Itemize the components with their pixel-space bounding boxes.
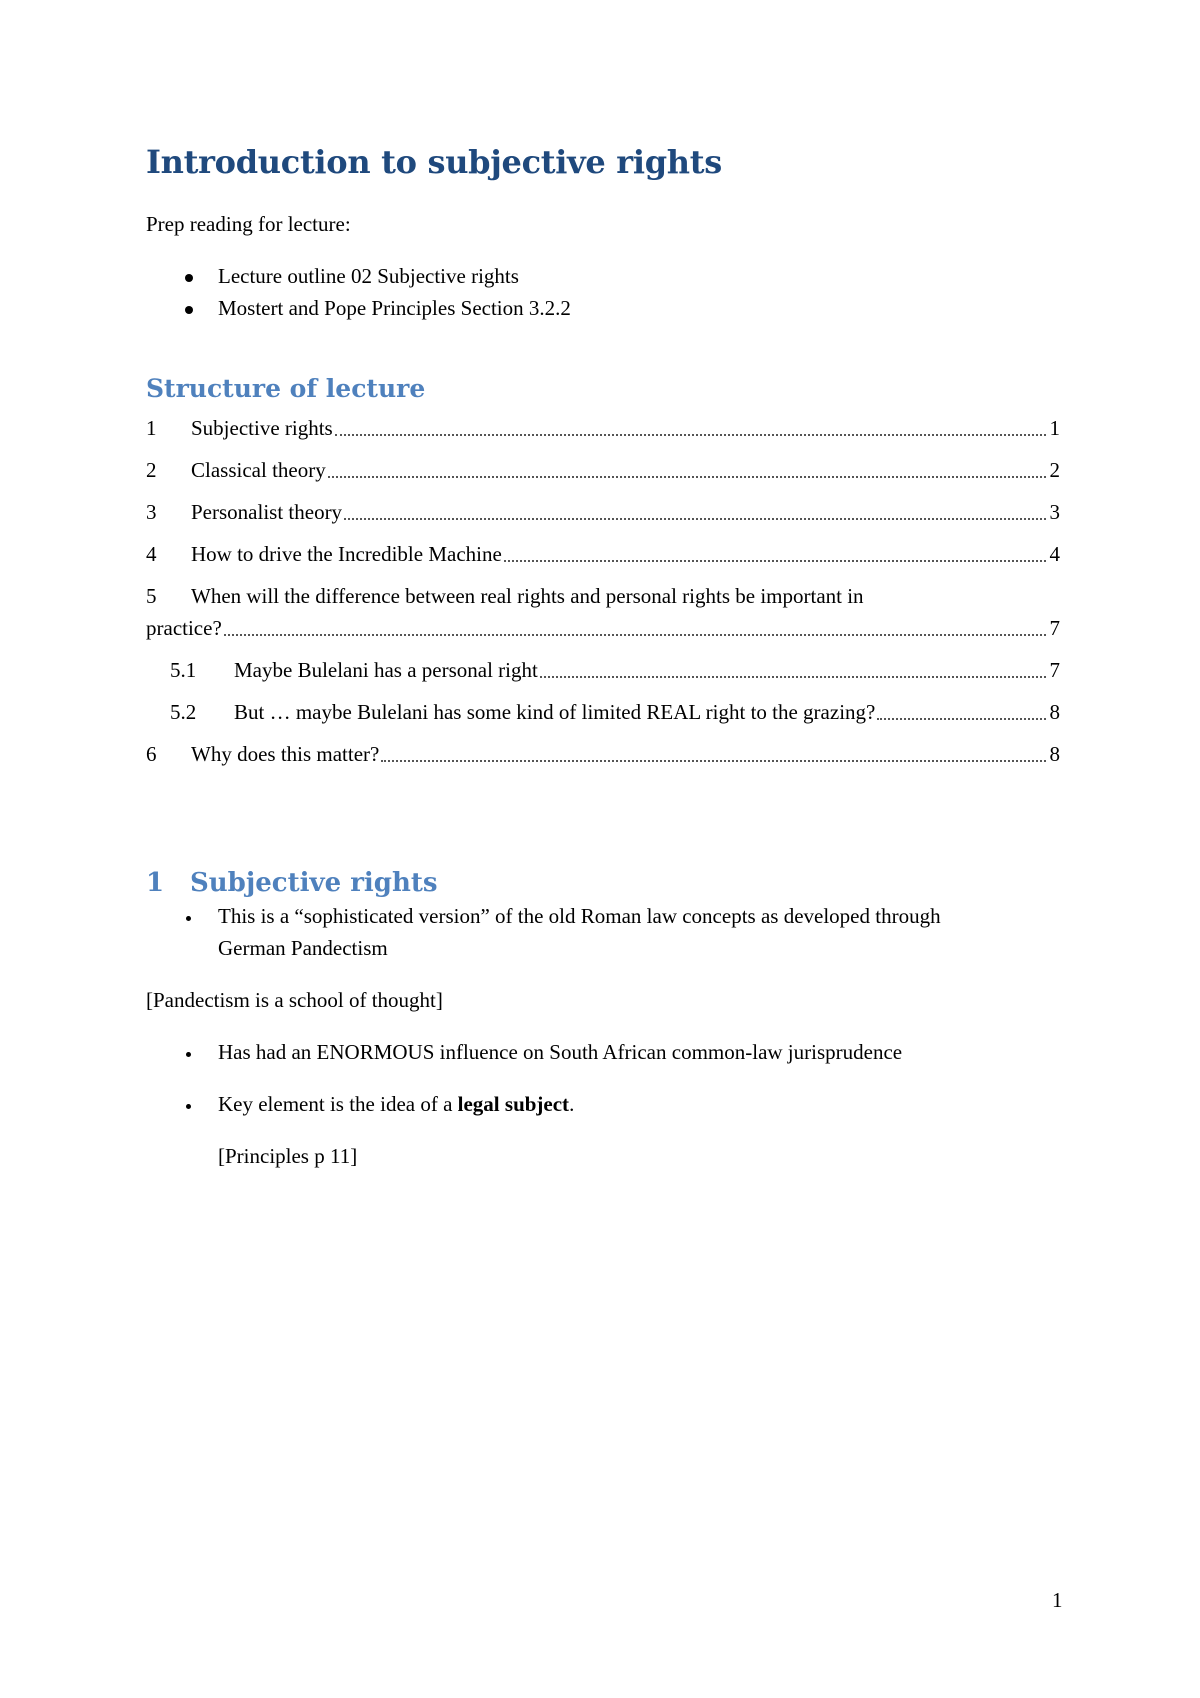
bullet-text: German Pandectism — [218, 936, 388, 960]
toc-number: 4 — [146, 542, 157, 566]
toc-entry[interactable] — [146, 742, 1060, 772]
bullet-text — [218, 1092, 574, 1117]
toc-text: Why does this matter? — [191, 742, 380, 766]
prep-intro: Prep reading for lecture: — [146, 212, 351, 236]
toc-leader — [335, 434, 1046, 436]
bold-term: legal subject — [457, 1092, 570, 1116]
toc-leader — [877, 718, 1046, 720]
reference-text: [Principles p 11] — [218, 1144, 358, 1168]
bullet-icon — [186, 1052, 191, 1057]
document-title: Introduction to subjective rights — [146, 143, 722, 181]
toc-entry-continuation[interactable] — [146, 616, 1060, 646]
toc-number: 1 — [146, 416, 157, 440]
prep-item: Lecture outline 02 Subjective rights — [218, 264, 519, 288]
toc-leader — [381, 760, 1046, 762]
prep-item: Mostert and Pope Principles Section 3.2.2 — [218, 296, 571, 320]
bullet-icon — [186, 916, 191, 921]
toc-page: 8 — [1049, 700, 1060, 724]
toc-entry[interactable] — [146, 500, 1060, 530]
toc-text: Subjective rights — [191, 416, 333, 440]
toc-page: 8 — [1049, 742, 1060, 766]
toc-leader — [224, 634, 1046, 636]
toc-text: Classical theory — [191, 458, 326, 482]
toc-leader — [328, 476, 1046, 478]
toc-leader — [540, 676, 1046, 678]
toc-number: 5.2 — [170, 700, 197, 724]
bullet-text-part: Key element is the idea of a — [218, 1092, 458, 1116]
toc-text: practice? — [146, 616, 222, 640]
toc-entry[interactable] — [146, 700, 1060, 730]
toc-page: 7 — [1049, 616, 1060, 640]
toc-number: 6 — [146, 742, 157, 766]
toc-number: 5 — [146, 584, 157, 608]
toc-page: 4 — [1049, 542, 1060, 566]
toc-entry[interactable] — [146, 458, 1060, 488]
toc-entry[interactable] — [146, 658, 1060, 688]
toc-leader — [504, 560, 1046, 562]
toc-text: Personalist theory — [191, 500, 343, 524]
toc-page: 1 — [1049, 416, 1060, 440]
bullet-icon — [185, 306, 193, 314]
bullet-icon — [185, 274, 193, 282]
toc-text: But … maybe Bulelani has some kind of limited REAL right to the grazing? — [234, 700, 876, 724]
toc-entry[interactable] — [146, 542, 1060, 572]
toc-leader — [344, 518, 1046, 520]
bullet-text-part: . — [569, 1092, 575, 1116]
section-title: Subjective rights — [190, 868, 438, 898]
bullet-text: This is a “sophisticated version” of the old Roman law concepts as developed through — [218, 904, 941, 928]
page-number: 1 — [1052, 1588, 1063, 1612]
bullet-icon — [186, 1104, 191, 1109]
toc-number: 3 — [146, 500, 157, 524]
section-number: 1 — [146, 868, 165, 898]
toc-page: 3 — [1049, 500, 1060, 524]
toc-text: When will the difference between real rights and personal rights be important in — [191, 584, 864, 608]
toc-entry[interactable] — [146, 584, 1060, 614]
toc-text: How to drive the Incredible Machine — [191, 542, 502, 566]
toc-number: 2 — [146, 458, 157, 482]
toc-page: 2 — [1049, 458, 1060, 482]
toc-entry[interactable] — [146, 416, 1060, 446]
bullet-text: Has had an ENORMOUS influence on South African common-law jurisprudence — [218, 1040, 903, 1064]
toc-number: 5.1 — [170, 658, 197, 682]
note-text: [Pandectism is a school of thought] — [146, 988, 443, 1012]
structure-heading: Structure of lecture — [146, 374, 426, 403]
toc-text: Maybe Bulelani has a personal right — [234, 658, 538, 682]
toc-page: 7 — [1049, 658, 1060, 682]
section-heading — [146, 868, 438, 898]
